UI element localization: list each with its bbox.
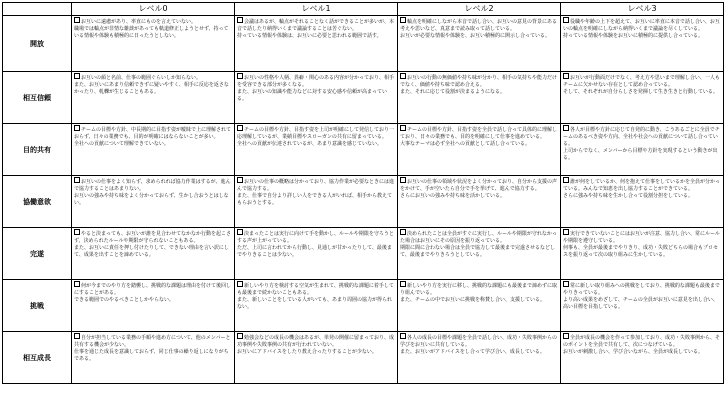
cell-item — [237, 17, 395, 33]
level-cell — [235, 176, 398, 228]
level-cell — [398, 72, 561, 124]
cell-item — [74, 229, 232, 245]
category-label: 完遂 — [3, 228, 72, 280]
cell-text: 何が今までのやり方を踏襲し、挑戦的な課題は理由を付けて後回しにすることがある。 — [74, 283, 232, 296]
matrix-row — [3, 176, 724, 228]
cell-item — [400, 141, 558, 148]
checkbox-icon — [237, 177, 243, 183]
cell-item — [237, 349, 395, 356]
checkbox-icon — [74, 177, 80, 183]
checkbox-icon — [74, 229, 80, 235]
cell-text: 役職や年齢の上下を超えて、お互いに率直に本音で話し合い、お互いの輪点を明確にしながら納得いくまで議論を尽くしている。 — [563, 19, 720, 32]
category-label: 挑戦 — [3, 280, 72, 332]
level-cell — [235, 332, 398, 384]
cell-text: また、お互いに責任を押し付けたりして、できない理由を言い訳にして、成果を出すことを諦めている。 — [74, 245, 229, 258]
cell-item — [74, 333, 232, 349]
cell-item — [74, 177, 232, 193]
level-cell — [561, 72, 724, 124]
cell-item — [563, 17, 721, 33]
cell-item — [563, 245, 721, 259]
cell-text: 持っている情報や体験をお互いに積極的に提供し合っている。 — [563, 33, 704, 39]
cell-text: お互いの顔と名前、仕事の範囲ぐらいしか知らない。 — [81, 75, 202, 81]
checkbox-icon — [237, 17, 243, 23]
corner-cell — [3, 3, 72, 16]
cell-text: 仕事を通じた成長を意識しておらず、同じ仕事の繰り返しになりがちである。 — [74, 349, 229, 362]
cell-text: 全社への貢献が伝達されているが、あまり意識を感じていない。 — [237, 141, 383, 147]
cell-text: お互いが刺激し合い、学び合いながら、全員が成長している。 — [563, 349, 704, 355]
level-cell — [235, 72, 398, 124]
cell-item — [237, 281, 395, 297]
checkbox-icon — [74, 125, 80, 131]
cell-item — [74, 17, 232, 26]
cell-item — [237, 89, 395, 103]
level-cell — [561, 228, 724, 280]
cell-item — [563, 73, 721, 89]
level-cell — [72, 280, 235, 332]
cell-text: 大事なテーマは必ず全社への貢献として話し合っている。 — [400, 141, 531, 147]
level-cell — [398, 16, 561, 72]
cell-text: 期限に間に合わない場合は全員で協力して最後まで完遂させるなどして、最後までやりきろうとしている。 — [400, 245, 556, 258]
cell-item — [563, 33, 721, 40]
checkbox-icon — [563, 177, 569, 183]
cell-text: チームの目標や方針、中長期的に目指す姿が曖昧で上に理解されておらず、日々の業務でも、目的が明確にはならないことが多い。 — [74, 127, 232, 140]
cell-item — [74, 297, 232, 304]
level-cell — [561, 124, 724, 176]
matrix-row — [3, 72, 724, 124]
checkbox-icon — [237, 229, 243, 235]
level-header: レベル1 — [235, 3, 398, 16]
cell-text: 自分が担当している業務の手順や進め方について、他のメンバーと共有する機会が少ない。 — [74, 335, 231, 348]
cell-item — [237, 193, 395, 207]
cell-text: 全社への貢献について理解できていない。 — [74, 141, 169, 147]
cell-item — [237, 229, 395, 245]
checkbox-icon — [74, 73, 80, 79]
cell-item — [400, 89, 558, 96]
cell-item — [563, 148, 721, 162]
level-cell — [72, 72, 235, 124]
cell-item — [563, 89, 721, 96]
cell-text: お互いが必要な情報や体験を、お互い積極的に開示し合っている。 — [400, 33, 551, 39]
cell-item — [563, 297, 721, 311]
checkbox-icon — [74, 17, 80, 23]
header-row — [3, 3, 724, 16]
checkbox-icon — [563, 229, 569, 235]
cell-item — [237, 73, 395, 89]
cell-text: やると決まっても、お互いが誰を見合わせてなかなか行動を起こさず、決められたルールや期限が守られないこともある。 — [74, 231, 232, 244]
cell-text: お互いの行動の無価値や持ち味が分かり、相手の気持ちや能力だけでなく、価値や持ち味で認め合える。 — [400, 75, 558, 88]
cell-item — [237, 245, 395, 259]
cell-text: チームの目標や方針、目指す姿を上司が明確にして発信しており一応理解しているが、業績目標やスローガンの共有に留まっている。 — [237, 127, 395, 140]
level-header: レベル2 — [398, 3, 561, 16]
cell-item — [237, 33, 395, 40]
cell-text: お互いの仕事をよく知らず、求められれば協力作業はするが、進んで協力することはあまりない。 — [74, 179, 231, 192]
cell-text: ただ、上司に言われてから行動し、見通しが甘かったりして、最後までやりきることは少ない。 — [237, 245, 392, 258]
cell-text: 勉強会などの成長の機会はあるが、単発の開催に留まっており、成功事例や失敗事例の共有が行われていない。 — [237, 335, 395, 348]
cell-item — [74, 73, 232, 82]
level-cell — [561, 16, 724, 72]
cell-text: 会議はあるが、輪点がそれることなく話ができることが多いが、本音で話したり納得いくまで議論することは苦ぐない。 — [237, 19, 395, 32]
cell-item — [563, 125, 721, 148]
cell-text: お互いの仕事の概略は分かっており、協力作業が必要なときには進んで協力する。 — [237, 179, 395, 192]
category-label: 協働意欲 — [3, 176, 72, 228]
level-cell — [72, 228, 235, 280]
matrix-row — [3, 124, 724, 176]
category-label: 相互成長 — [3, 332, 72, 384]
level-cell — [561, 332, 724, 384]
cell-text: また、お互いにあまり信頼できずに疑いやすく、相手に反応を返さなかったり、軋轢が生じることもある。 — [74, 82, 229, 95]
cell-text: さらに強みや持ち味を生かし合って役割分担をしている。 — [563, 193, 694, 199]
cell-item — [563, 229, 721, 245]
cell-text: 新しいやり方を実行に移し、挑戦的な課題にも最後まで諦めずに取り組んでいる。 — [400, 283, 558, 296]
cell-text: また、新しいことをしている人がいても、あまり周囲の協力が得られない。 — [237, 297, 393, 310]
cell-text: できる範囲でのやるべきことしかやらない。 — [74, 297, 175, 303]
category-label: 開放 — [3, 16, 72, 72]
matrix-row — [3, 228, 724, 280]
cell-text: 決められたことは全員がすぐに実行し、ルールや期限が守れなかった場合はお互いにその原因を振り返っている。 — [400, 231, 557, 244]
cell-text: また、それに応じて役割が決まるようになる。 — [400, 89, 506, 95]
cell-item — [400, 73, 558, 89]
cell-text: 全員が成長の機会を作って参加しており、成功・失敗事例から、そのポイントを全員で共有して、次につなげている。 — [563, 335, 721, 348]
cell-text: お互いの性格や人柄、異癖・関心のある内容が分かっており、相手を受容できる部分が多くなる。 — [237, 75, 395, 88]
cell-item — [400, 349, 558, 356]
cell-text: お互いの強みや持ち味をよく分かっておらず、生かし合おうとはしない。 — [74, 193, 229, 206]
checkbox-icon — [400, 177, 406, 183]
cell-item — [563, 349, 721, 356]
cell-text: 上司からでなく、メンバーから目標や方針を実現するという動きが出る。 — [563, 148, 718, 161]
level-cell — [398, 280, 561, 332]
level-cell — [561, 280, 724, 332]
checkbox-icon — [237, 333, 243, 339]
cell-item — [563, 333, 721, 349]
cell-text: また、仕事で自分より詳しい人をできる人がいれば、相手から教えてもらおうとする。 — [237, 193, 393, 206]
level-cell — [235, 16, 398, 72]
cell-item — [237, 141, 395, 148]
cell-item — [400, 177, 558, 193]
cell-item — [400, 333, 558, 349]
level-cell — [398, 176, 561, 228]
matrix-body — [3, 16, 724, 384]
cell-item — [400, 229, 558, 245]
checkbox-icon — [237, 281, 243, 287]
level-cell — [235, 228, 398, 280]
cell-item — [74, 82, 232, 96]
level-cell — [398, 124, 561, 176]
checkbox-icon — [400, 229, 406, 235]
checkbox-icon — [563, 17, 569, 23]
cell-text: 輪点を明確にしながら本音で話し合い、お互いの意見の背景にある考えや思いなど、真意まで読み取って話している。 — [400, 19, 558, 32]
checkbox-icon — [237, 125, 243, 131]
cell-text: お互いの仕事の領域や状況をよく分かっており、自分から支援の声をかけて、手が空いたら自分で手を挙げて、進んで協力する。 — [400, 179, 558, 192]
cell-text: また、お互いの知識や能力などに対する安心感や信頼が高まっている。 — [237, 89, 388, 102]
checkbox-icon — [400, 17, 406, 23]
level-cell — [72, 16, 235, 72]
cell-item — [74, 193, 232, 207]
category-label: 相互信頼 — [3, 72, 72, 124]
checkbox-icon — [74, 281, 80, 287]
cell-item — [400, 17, 558, 33]
cell-item — [400, 125, 558, 141]
cell-text: そして、それぞれが自分らしさを発揮して生き生きと行動している。 — [563, 89, 718, 95]
checkbox-icon — [563, 281, 569, 287]
level-cell — [561, 176, 724, 228]
checkbox-icon — [400, 125, 406, 131]
matrix-row — [3, 280, 724, 332]
cell-text: より高い成果をめざして、チームの全員がお互いに意見を出し合い、高い目標を目指している。 — [563, 297, 718, 310]
matrix-row — [3, 332, 724, 384]
matrix-table — [2, 2, 724, 384]
cell-item — [237, 177, 395, 193]
cell-item — [237, 125, 395, 141]
cell-item — [74, 26, 232, 40]
cell-item — [400, 245, 558, 259]
checkbox-icon — [400, 333, 406, 339]
cell-item — [74, 141, 232, 148]
level-cell — [398, 228, 561, 280]
checkbox-icon — [400, 281, 406, 287]
cell-text: さらにお互いの強みや持ち味を活かしている。 — [400, 193, 506, 199]
cell-text: お互いにアドバイスをしたり教え合ったりすることが少ない。 — [237, 349, 377, 355]
cell-item — [400, 33, 558, 40]
level-header: レベル0 — [72, 3, 235, 16]
cell-text: 誰が何をしているか、何を抱えて仕事をしているかを全員が分かっている。みんなで知恵を出し協力することができている。 — [563, 179, 721, 192]
cell-item — [237, 297, 395, 311]
level-cell — [398, 332, 561, 384]
cell-item — [400, 193, 558, 200]
matrix-row — [3, 16, 724, 72]
cell-text: お互いに遠慮があり、率直にものを言えていない。 — [81, 19, 197, 25]
cell-text: 実行できていないことにはお互いが注意、協力し合い、常にルールや期限を遵守している。 — [563, 231, 720, 244]
cell-text: 新しいやり方を検討する空気が生まれて、挑戦的な課題に着手しても最後まで続かないこともある。 — [237, 283, 394, 296]
cell-item — [74, 125, 232, 141]
category-label: 目的共有 — [3, 124, 72, 176]
cell-item — [563, 193, 721, 200]
cell-text: 常に新しい取り組みへの挑戦をしており、挑戦的な課題も最後までやりきっている。 — [563, 283, 720, 296]
checkbox-icon — [563, 73, 569, 79]
checkbox-icon — [400, 73, 406, 79]
cell-item — [74, 349, 232, 363]
cell-item — [563, 281, 721, 297]
cell-item — [74, 245, 232, 259]
cell-text: 各人の成長の目標や課題を全員で話し合い、成功・失敗事例からの学びをお互いに共有している。 — [400, 335, 558, 348]
cell-item — [400, 281, 558, 297]
cell-text: また、お互いがアドバイスをし合って学び合い、成長している。 — [400, 349, 545, 355]
cell-item — [563, 177, 721, 193]
cell-text: チームの目標や方針、目指す姿を全員で話し合って具体的に理解しており、日々の業務でも、目的を明確にして仕事を進めている。 — [400, 127, 558, 140]
checkbox-icon — [563, 125, 569, 131]
cell-text: 各人が目標や方針に応じて自発的に動き、こうあるごとに全員でチームのあるべき姿や方向、全社や社会への貢献について話し合っている。 — [563, 127, 720, 147]
cell-text: 持っている情報や体験は、お互いに必要と思われる範囲で話す。 — [237, 33, 382, 39]
level-cell — [72, 176, 235, 228]
level-header: レベル3 — [561, 3, 724, 16]
checkbox-icon — [74, 333, 80, 339]
cell-text: お互いが行動面だけでなく、考え方や思いまで理解し合い、一人もチームに欠かせない存在として認め合っている。 — [563, 75, 720, 88]
level-cell — [72, 124, 235, 176]
maturity-matrix — [2, 2, 721, 384]
level-cell — [235, 280, 398, 332]
level-cell — [72, 332, 235, 384]
checkbox-icon — [563, 333, 569, 339]
cell-item — [400, 297, 558, 304]
checkbox-icon — [237, 73, 243, 79]
cell-text: 職場では輪点が非情な雑談があっても軌道修正しようとせず、持っている情報や体験も積極的に日ったうとしない。 — [74, 26, 229, 39]
level-cell — [235, 124, 398, 176]
cell-item — [237, 333, 395, 349]
cell-text: 決まったことは実行に向けて手を動かし、ルールや期限を守ろうとする声が上がっている。 — [237, 231, 394, 244]
cell-item — [74, 281, 232, 297]
cell-text: 何事も、全員が最後までやりきり、成功・失敗どちらの場合もプロセスを振り返って次の取り組みに生かしている。 — [563, 245, 719, 258]
cell-text: また、チームの中でお互いに挑戦を称賛し合い、支援している。 — [400, 297, 546, 303]
